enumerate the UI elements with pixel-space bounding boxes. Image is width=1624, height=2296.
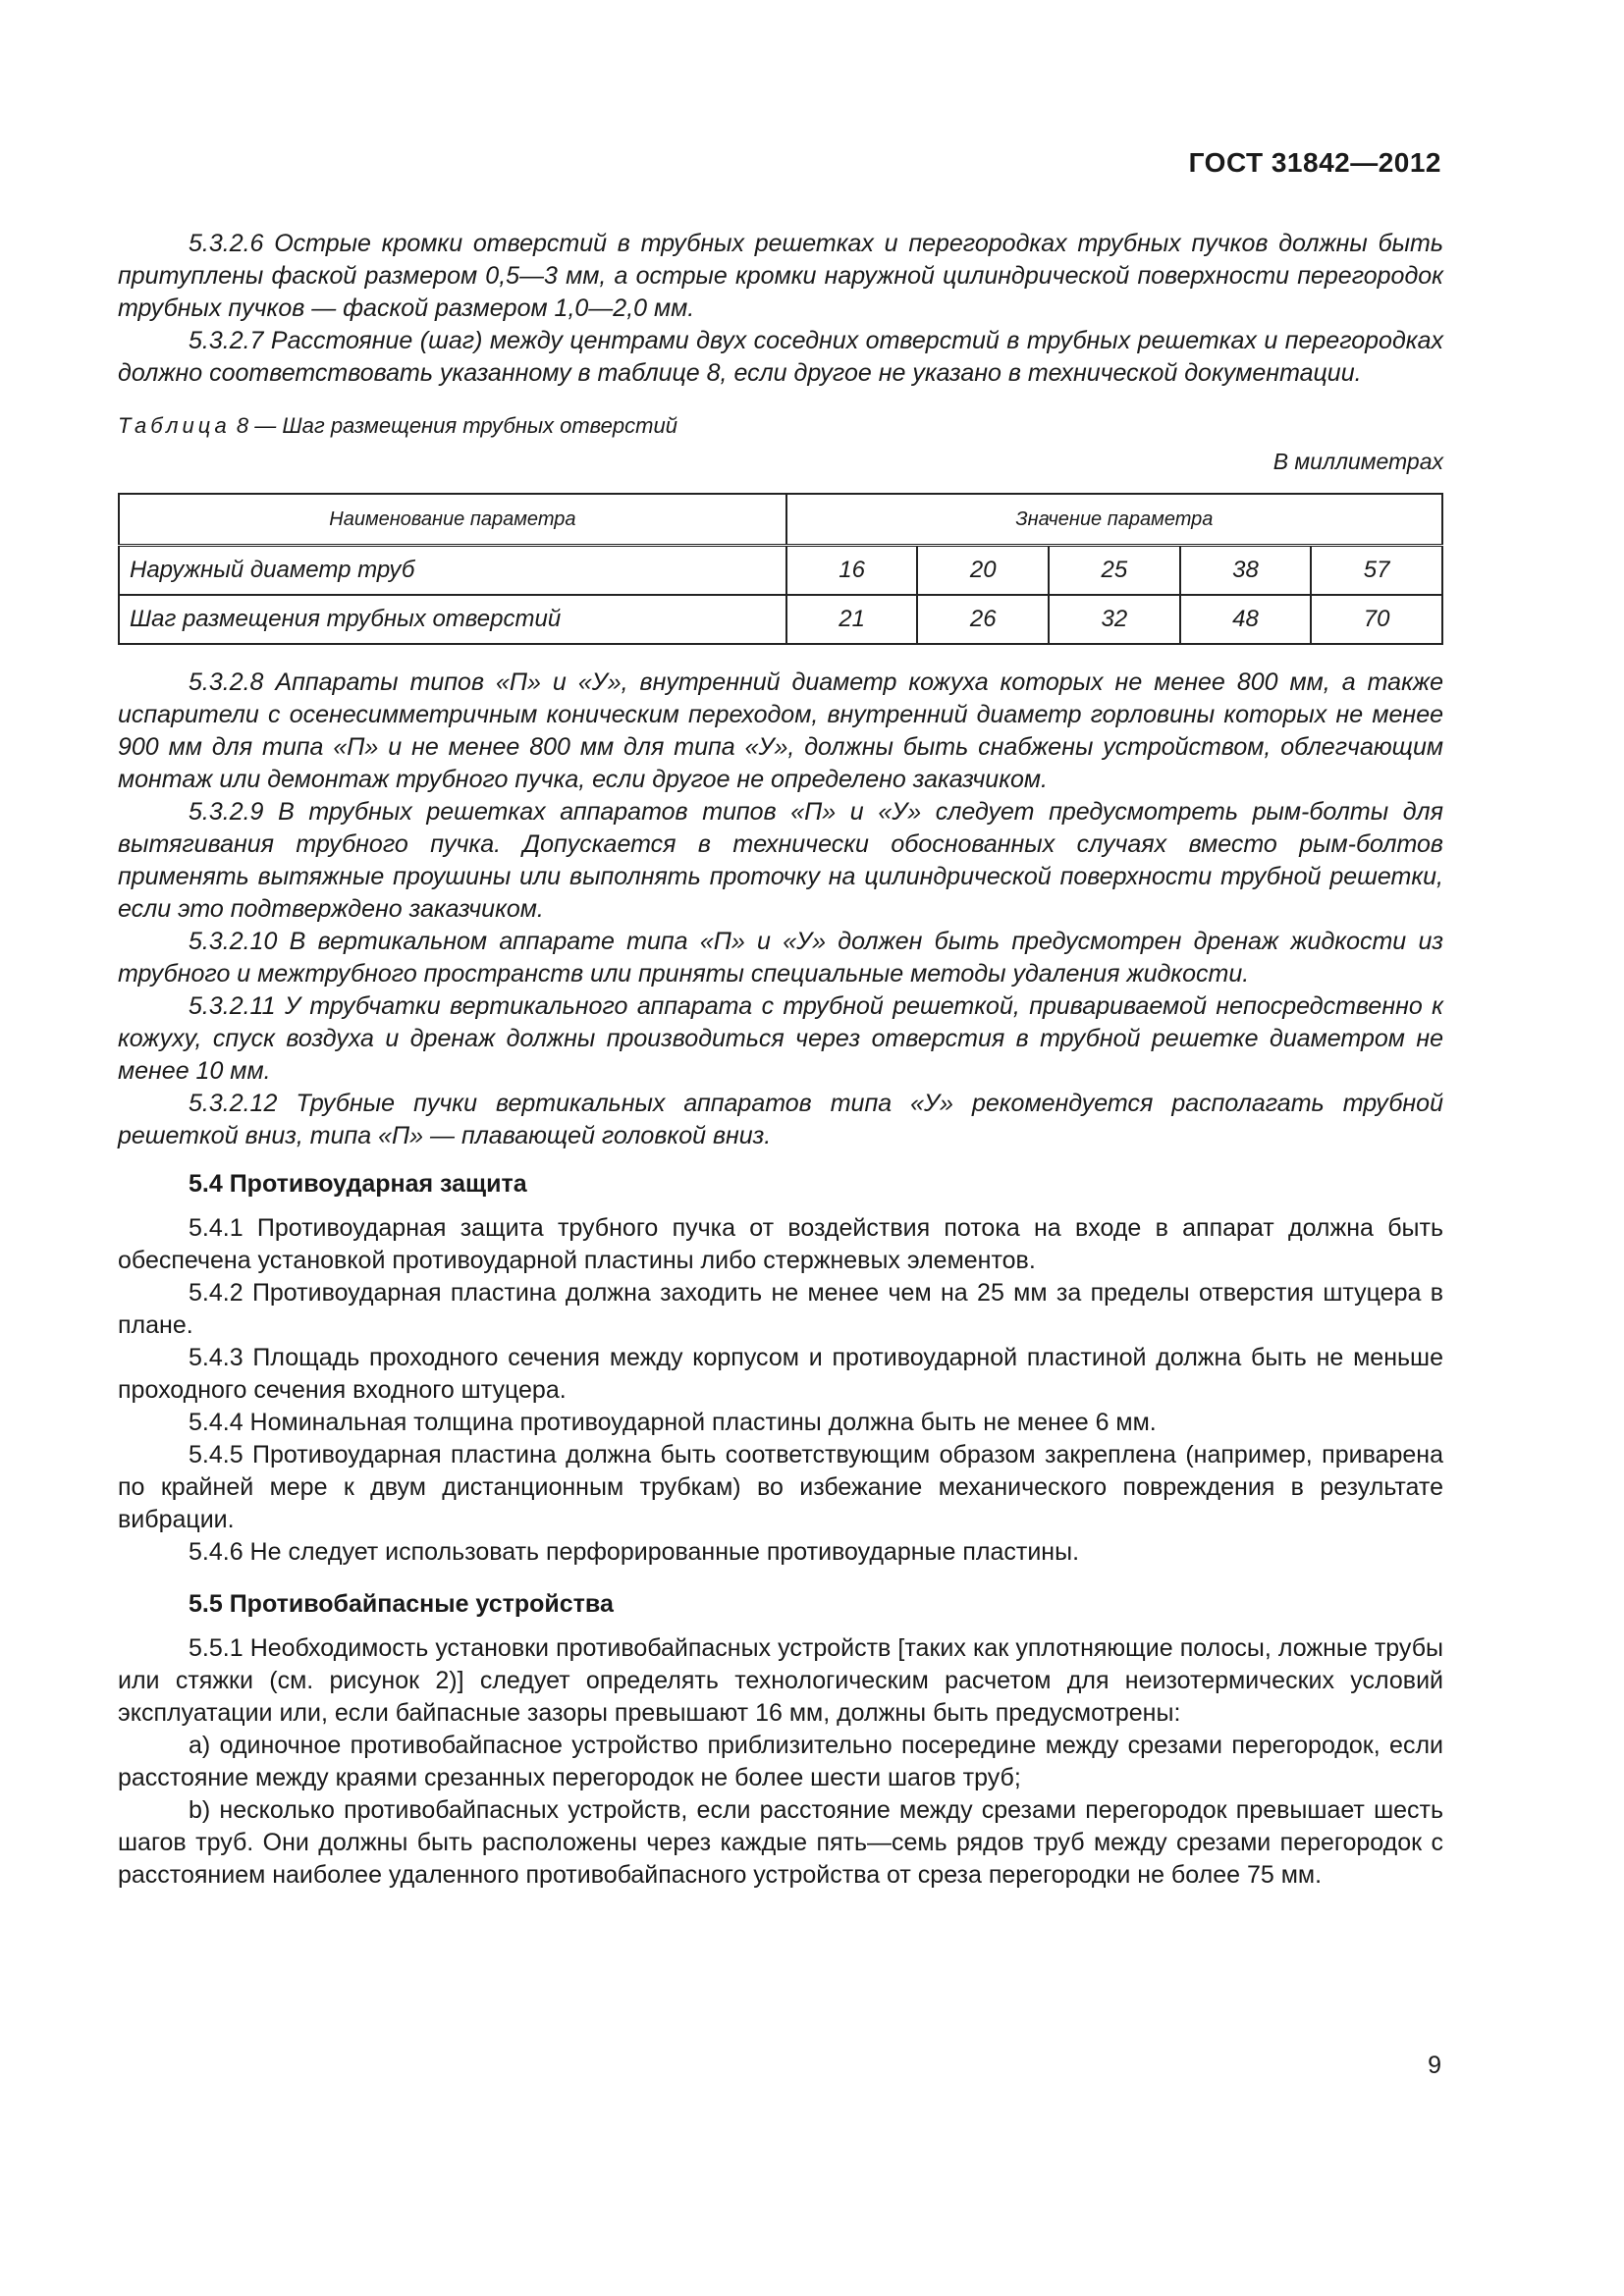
table-cell: 70 [1311,595,1442,644]
header-parameter-name: Наименование параметра [119,494,786,546]
table-row [119,595,1442,644]
table-cell: 32 [1049,595,1180,644]
pitch-table [118,493,1443,645]
table-units: В миллиметрах [1272,449,1443,474]
table-cell: 16 [786,546,918,596]
clause-5-3-2-12: 5.3.2.12 Трубные пучки вертикальных аппаратов типа «У» рекомендуется располагать трубной решеткой вниз, типа «П» — плавающей головкой вниз. [118,1090,1443,1149]
clause-5-4-5: 5.4.5 Противоударная пластина должна быть соответствующим образом закреплена (например, приварена по крайней мере к двум дистанционным трубкам) во избежание механического повреждения в результате вибрации. [118,1441,1443,1533]
clause-block-5-3-2-6 [118,228,1443,390]
table-cell: 38 [1180,546,1312,596]
clause-5-4-6: 5.4.6 Не следует использовать перфорированные противоударные пластины. [189,1538,1080,1566]
list-item-b: b) несколько противобайпасных устройств, если расстояние между срезами перегородок превышает шесть шагов труб. Они должны быть расположены через каждые пять—семь рядов труб между срезами перегородок с расстоянием наиболее удаленного противобайпасного устройства от среза перегородки не более 75 мм. [118,1796,1443,1889]
list-item-a: a) одиночное противобайпасное устройство приблизительно посередине между срезами перегородок, если расстояние между краями срезанных перегородок не более шести шагов труб; [118,1732,1443,1791]
table-cell: 26 [917,595,1049,644]
section-heading-5-4: 5.4 Противоударная защита [189,1170,527,1198]
table-cell: 25 [1049,546,1180,596]
page-content [118,228,1443,1892]
table-cell: 21 [786,595,918,644]
table-caption [118,413,1443,439]
table-row [119,546,1442,596]
table-cell: 20 [917,546,1049,596]
row-name: Шаг размещения трубных отверстий [119,595,786,644]
clause-5-3-2-11: 5.3.2.11 У трубчатки вертикального аппарата с трубной решеткой, привариваемой непосредственно к кожуху, спуск воздуха и дренаж должны производиться через отверстия в трубной решетке диаметром не менее 10 мм. [118,992,1443,1085]
clause-5-4-3: 5.4.3 Площадь проходного сечения между корпусом и противоударной пластиной должна быть не меньше проходного сечения входного штуцера. [118,1344,1443,1404]
page-number: 9 [1428,2052,1441,2079]
row-name: Наружный диаметр труб [119,546,786,596]
table-cell: 57 [1311,546,1442,596]
table-header-row [119,494,1442,546]
clause-5-3-2-6: 5.3.2.6 Острые кромки отверстий в трубных решетках и перегородках трубных пучков должны быть притуплены фаской размером 0,5—3 мм, а острые кромки наружной цилиндрической поверхности перегородок трубных пучков — фаской размером 1,0—2,0 мм. [118,230,1443,322]
clause-5-4-2: 5.4.2 Противоударная пластина должна заходить не менее чем на 25 мм за пределы отверстия штуцера в плане. [118,1279,1443,1339]
clause-5-5-1: 5.5.1 Необходимость установки противобайпасных устройств [таких как уплотняющие полосы, ложные трубы или стяжки (см. рисунок 2)] следует определять технологическим расчетом для неизотермических условий эксплуатации или, если байпасные зазоры превышают 16 мм, должны быть предусмотрены: [118,1634,1443,1727]
table-caption-word: Таблица [118,413,231,438]
clause-5-3-2-8: 5.3.2.8 Аппараты типов «П» и «У», внутренний диаметр кожуха которых не менее 800 мм, а также испарители с осенесимметричным коническим переходом, внутренний диаметр горловины которых не менее 900 мм для типа «П» и не менее 800 мм для типа «У», должны быть снабжены устройством, облегчающим монтаж или демонтаж трубного пучка, если другое не определено заказчиком. [118,668,1443,793]
section-heading-5-5: 5.5 Противобайпасные устройства [189,1590,614,1618]
clause-5-4-4: 5.4.4 Номинальная толщина противоударной пластины должна быть не менее 6 мм. [189,1409,1157,1436]
header-parameter-value: Значение параметра [786,494,1442,546]
section-5-5-body [118,1632,1443,1892]
clause-5-4-1: 5.4.1 Противоударная защита трубного пучка от воздействия потока на входе в аппарат должна быть обеспечена установкой противоударной пластины либо стержневых элементов. [118,1214,1443,1274]
section-5-4-body [118,1212,1443,1569]
clause-block-5-3-2-8 [118,667,1443,1152]
table-cell: 48 [1180,595,1312,644]
clause-5-3-2-9: 5.3.2.9 В трубных решетках аппаратов типов «П» и «У» следует предусмотреть рым-болты для вытягивания трубного пучка. Допускается в технически обоснованных случаях вместо рым-болтов применять вытяжные проушины или выполнять проточку на цилиндрической поверхности трубной решетки, если это подтверждено заказчиком. [118,798,1443,923]
clause-5-3-2-10: 5.3.2.10 В вертикальном аппарате типа «П» и «У» должен быть предусмотрен дренаж жидкости из трубного и межтрубного пространств или приняты специальные методы удаления жидкости. [118,928,1443,988]
document-code: ГОСТ 31842—2012 [1188,147,1441,178]
clause-5-3-2-7: 5.3.2.7 Расстояние (шаг) между центрами двух соседних отверстий в трубных решетках и перегородках должно соответствовать указанному в таблице 8, если другое не указано в технической документации. [118,327,1443,387]
table-caption-title: 8 — Шаг размещения трубных отверстий [230,413,677,438]
